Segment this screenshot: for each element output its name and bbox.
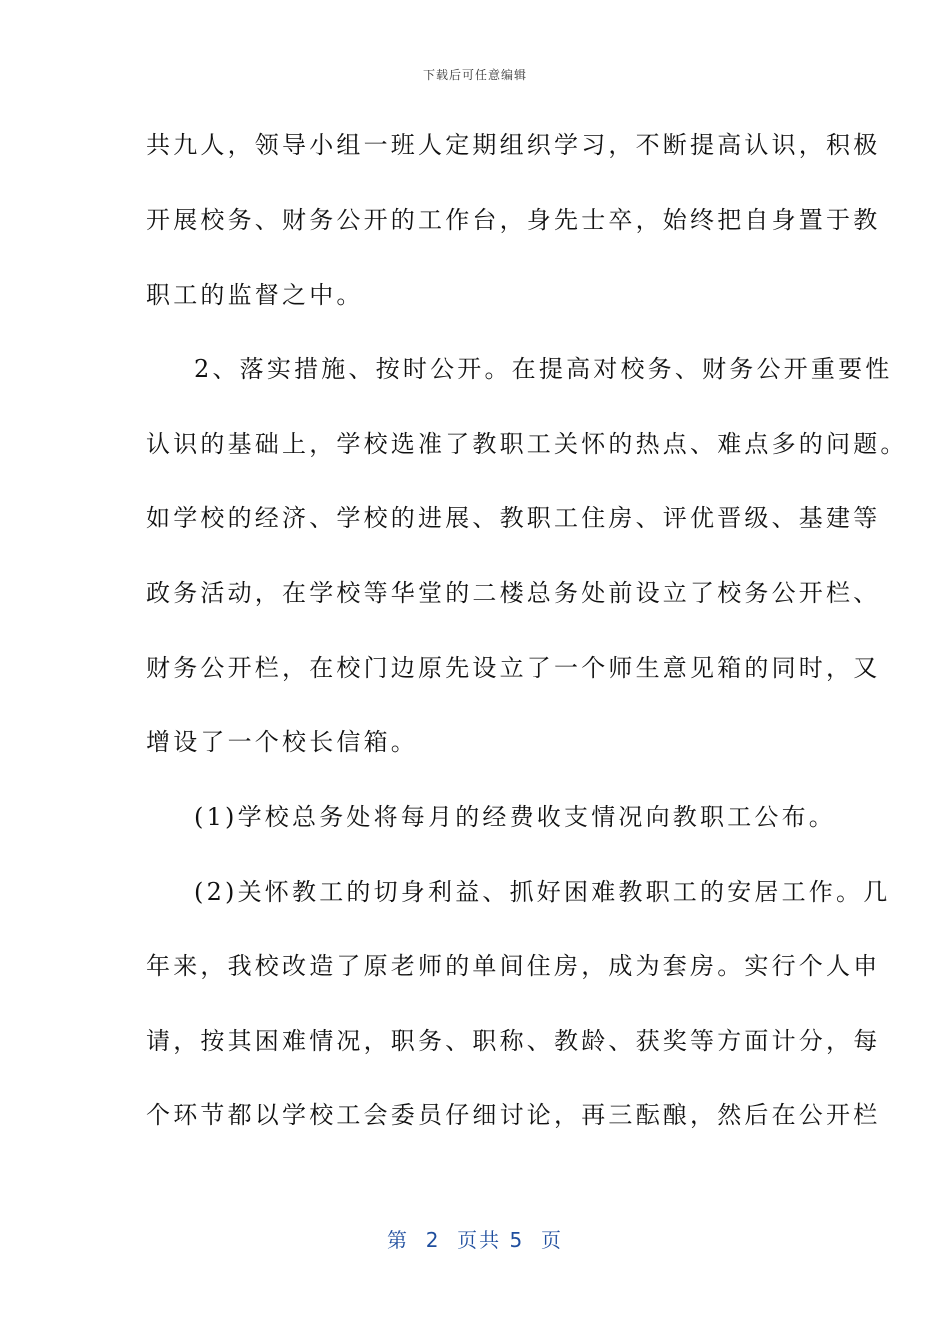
body-line: 共九人，领导小组一班人定期组织学习，不断提高认识，积极 bbox=[146, 131, 881, 159]
body-line: 年来，我校改造了原老师的单间住房，成为套房。实行个人申 bbox=[146, 952, 881, 980]
body-line: 认识的基础上，学校选准了教职工关怀的热点、难点多的问题。 bbox=[146, 430, 908, 458]
page-number: 第 2 页共 5 页 bbox=[387, 1228, 563, 1252]
body-line: 财务公开栏，在校门边原先设立了一个师生意见箱的同时，又 bbox=[146, 654, 881, 682]
body-line: 职工的监督之中。 bbox=[146, 281, 364, 309]
body-line: 请，按其困难情况，职务、职称、教龄、获奖等方面计分，每 bbox=[146, 1027, 881, 1055]
body-line: 个环节都以学校工会委员仔细讨论，再三酝酿，然后在公开栏 bbox=[146, 1101, 881, 1129]
body-line: 2、落实措施、按时公开。在提高对校务、财务公开重要性 bbox=[194, 355, 893, 383]
body-line: 增设了一个校长信箱。 bbox=[146, 728, 418, 756]
body-line: 政务活动，在学校等华堂的二楼总务处前设立了校务公开栏、 bbox=[146, 579, 881, 607]
header-note: 下载后可任意编辑 bbox=[422, 68, 527, 82]
body-line: 如学校的经济、学校的进展、教职工住房、评优晋级、基建等 bbox=[146, 504, 881, 532]
body-line: 开展校务、财务公开的工作台，身先士卒，始终把自身置于教 bbox=[146, 206, 881, 234]
body-line: (1)学校总务处将每月的经费收支情况向教职工公布。 bbox=[194, 803, 836, 831]
body-line: (2)关怀教工的切身利益、抓好困难教职工的安居工作。几 bbox=[194, 878, 891, 906]
